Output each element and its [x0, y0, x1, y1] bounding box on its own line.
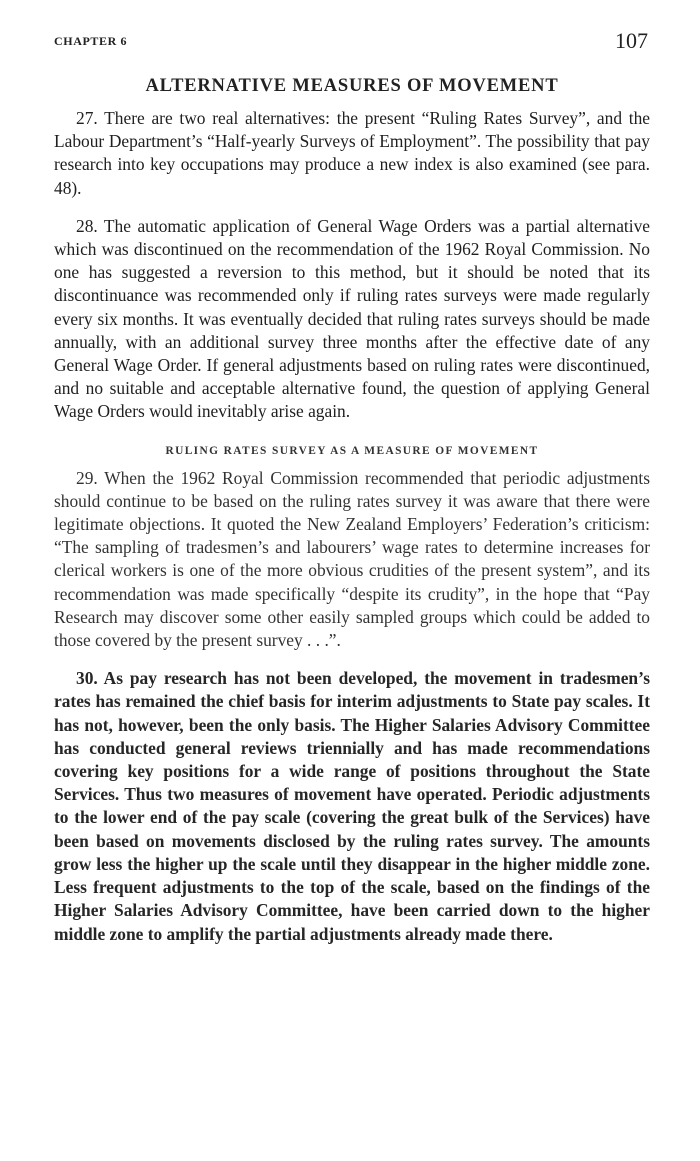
- section-title: ALTERNATIVE MEASURES OF MOVEMENT: [145, 76, 559, 96]
- paragraph-27: 27. There are two real alternatives: the present “Ruling Rates Survey”, and the Labour Department’s “Half-yearly Surveys of Employment”. The possibility that pay research into key occupations may produce a new index is also examined (see para. 48).: [54, 108, 650, 198]
- paragraph-30: 30. As pay research has not been developed, the movement in tradesmen’s rates has remained the chief basis for interim adjustments to State pay scales. It has not, however, been the only basis. The Higher Salaries Advisory Committee has conducted general reviews triennially and has made recommendations covering key positions for a wide range of positions throughout the State Services. Thus two measures of movement have operated. Periodic adjustments to the lower end of the pay scale (covering the great bulk of the Services) have been based on movements disclosed by the ruling rates survey. The amounts grow less the higher up the scale until they disappear in the higher middle zone. Less frequent adjustments to the top of the scale, based on the findings of the Higher Salaries Advisory Committee, have been carried down to the higher middle zone to amplify the partial adjustments already made there.: [54, 668, 650, 944]
- running-header: [54, 28, 650, 58]
- chapter-label: CHAPTER 6: [54, 34, 128, 48]
- paragraph-28: 28. The automatic application of General Wage Orders was a partial alternative which was discontinued on the recommendation of the 1962 Royal Commission. No one has suggested a reversion to this method, but it should be noted that its discontinuance was recommended only if ruling rates surveys were made regularly every six months. It was eventually decided that ruling rates surveys should be made annually, with an additional survey three months after the effective date of any General Wage Order. If general adjustments based on ruling rates were discontinued, and no suitable and acceptable alternative found, the question of applying General Wage Orders would inevitably arise again.: [54, 215, 650, 422]
- document-page: [54, 28, 650, 946]
- paragraph-29: 29. When the 1962 Royal Commission recommended that periodic adjustments should continue to be based on the ruling rates survey it was aware that there were legitimate objections. It quoted the New Zealand Employers’ Federation’s criticism: “The sampling of tradesmen’s and labourers’ wage rates to determine increases for clerical workers is one of the more obvious crudities of the present system”, and its recommendation was made specifically “despite its crudity”, in the hope that “Pay Research may discover some other easily sampled groups which could be added to those covered by the present survey . . .”.: [54, 467, 650, 651]
- page-number: 107: [615, 28, 648, 53]
- subheading: RULING RATES SURVEY AS A MEASURE OF MOVEMENT: [165, 444, 539, 457]
